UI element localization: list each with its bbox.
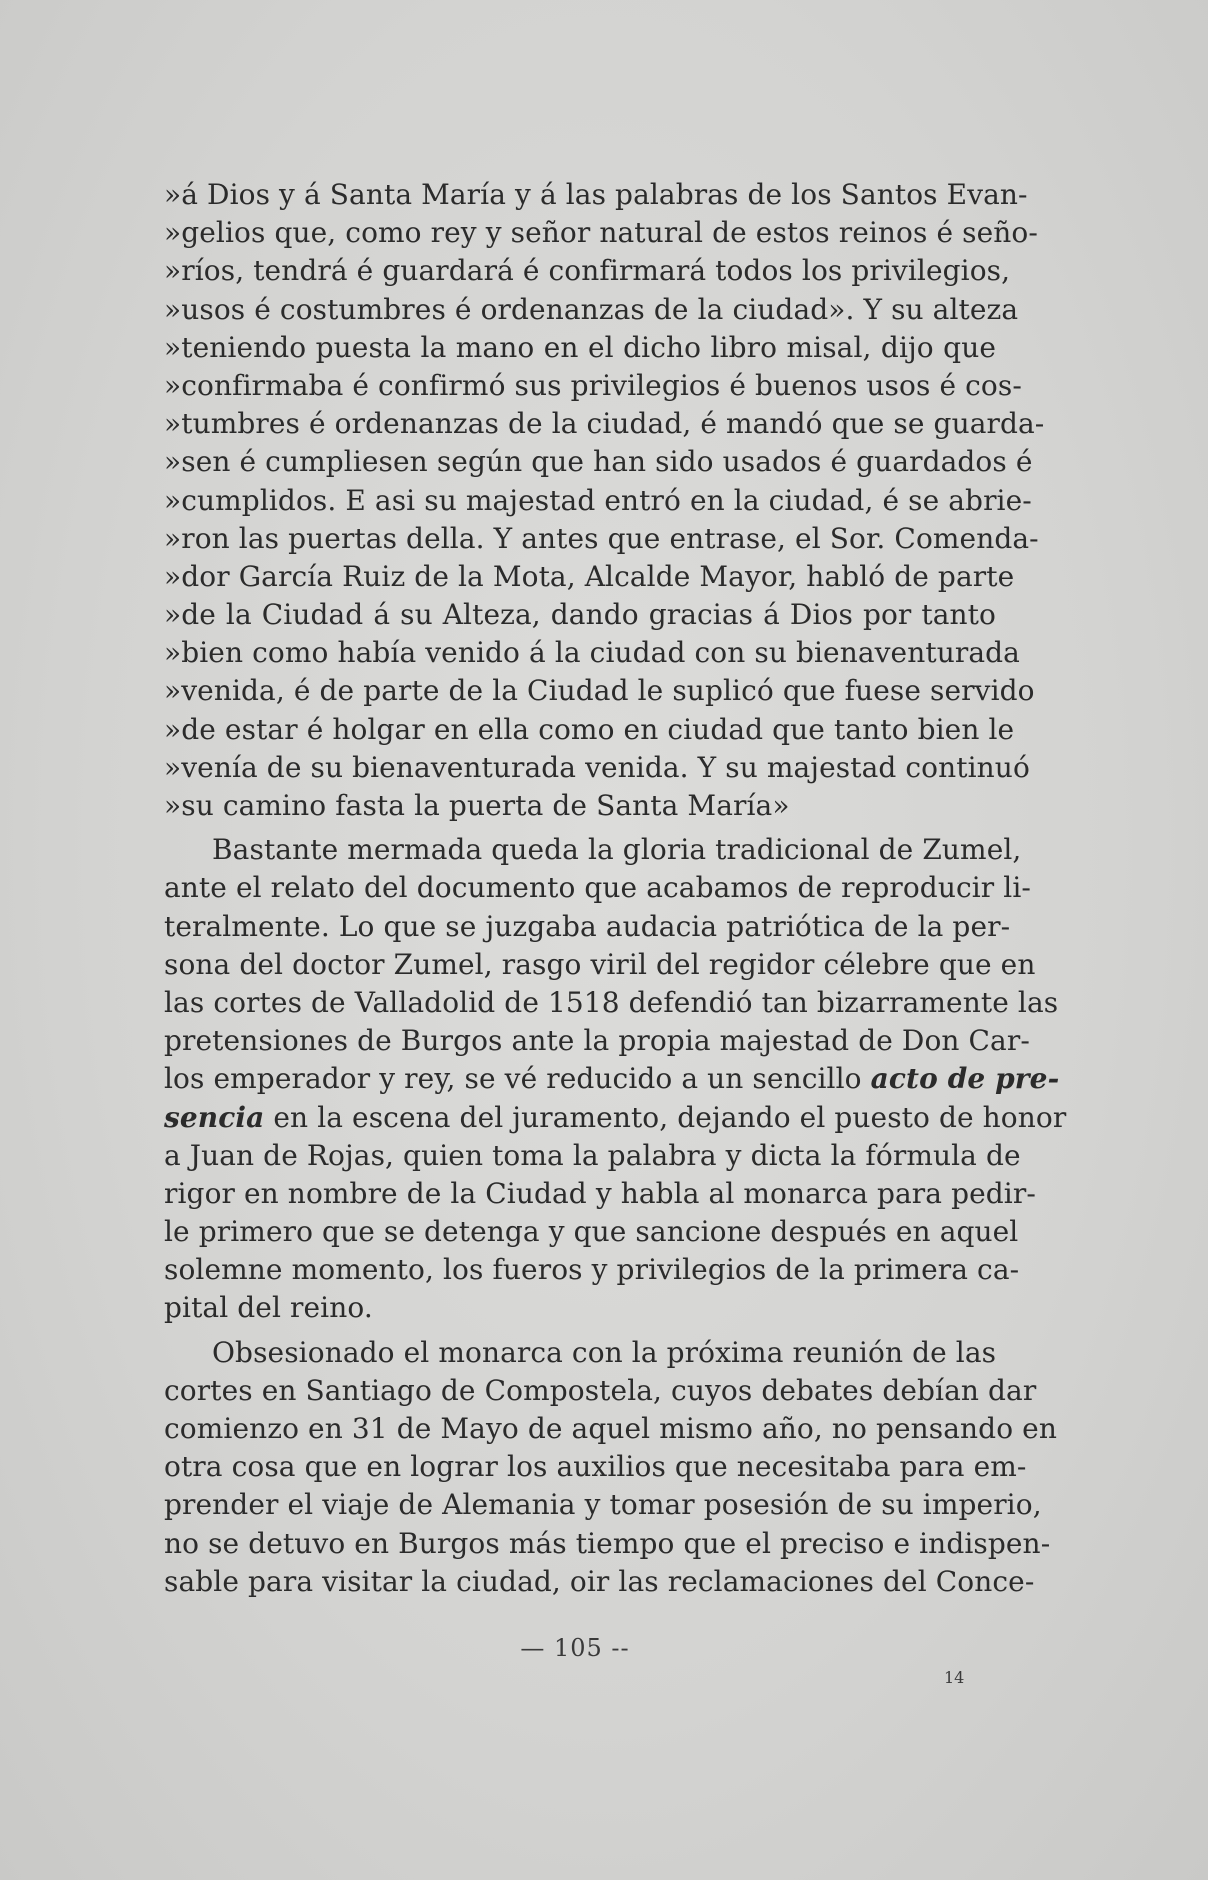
text-line: »bien como había venido á la ciudad con su bienaventurada	[164, 636, 1020, 670]
text-line: Bastante mermada queda la gloria tradicional de Zumel,	[212, 833, 1022, 867]
text-line: »venía de su bienaventurada venida. Y su majestad continuó	[164, 750, 1030, 784]
text-line: comienzo en 31 de Mayo de aquel mismo año, no pensando en	[164, 1412, 1057, 1445]
text-line: sona del doctor Zumel, rasgo viril del regidor célebre que en	[164, 947, 1036, 981]
text-line: sable para visitar la ciudad, oir las reclamaciones del Conce-	[164, 1564, 1035, 1598]
text-line: »á Dios y á Santa María y á las palabras de los Santos Evan-	[164, 178, 1028, 211]
page-number: — 105 --	[520, 1634, 630, 1662]
text-line: no se detuvo en Burgos más tiempo que el preciso e indispen-	[164, 1526, 1051, 1560]
text-line: »cumplidos. E asi su majestad entró en la ciudad, é se abrie-	[164, 483, 1032, 517]
text-line: »usos é costumbres é ordenanzas de la ciudad». Y su alteza	[164, 292, 1019, 326]
text-line: »gelios que, como rey y señor natural de estos reinos é seño-	[164, 216, 1038, 250]
text-line: teralmente. Lo que se juzgaba audacia patriótica de la per-	[164, 909, 1011, 943]
text-line: prender el viaje de Alemania y tomar posesión de su imperio,	[164, 1488, 1042, 1522]
text-fragment: en la escena del juramento, dejando el puesto de honor	[273, 1100, 1067, 1134]
text-line	[164, 1060, 1060, 1098]
italic-phrase: acto de pre-	[870, 1062, 1060, 1096]
quoted-paragraph	[164, 176, 1045, 825]
text-line: rigor en nombre de la Ciudad y habla al monarca para pedir-	[164, 1176, 1036, 1210]
paragraph-zumel	[164, 831, 1067, 1327]
text-line: »confirmaba é confirmó sus privilegios é buenos usos é cos-	[164, 368, 1022, 402]
text-line: ante el relato del documento que acabamos de reproducir li-	[164, 871, 1031, 905]
text-line: »dor García Ruiz de la Mota, Alcalde Mayor, habló de parte	[164, 559, 1015, 593]
body-text	[164, 176, 1067, 1601]
text-line: »venida, é de parte de la Ciudad le suplicó que fuese servido	[164, 674, 1035, 708]
text-line: pital del reino.	[164, 1291, 373, 1325]
text-line: otra cosa que en lograr los auxilios que necesitaba para em-	[164, 1450, 1027, 1484]
text-fragment: los emperador y rey, se vé reducido a un sencillo	[164, 1062, 862, 1096]
text-line: Obsesionado el monarca con la próxima reunión de las	[212, 1335, 997, 1369]
signature-mark: 14	[944, 1668, 965, 1687]
paragraph-obsesionado	[164, 1334, 1057, 1601]
italic-phrase: sencia	[164, 1100, 265, 1134]
text-line: »tumbres é ordenanzas de la ciudad, é mandó que se guarda-	[164, 407, 1045, 441]
text-line: cortes en Santiago de Compostela, cuyos debates debían dar	[164, 1373, 1037, 1407]
text-line: a Juan de Rojas, quien toma la palabra y dicta la fórmula de	[164, 1138, 1021, 1172]
text-line	[164, 1099, 1067, 1137]
text-line: las cortes de Valladolid de 1518 defendió tan bizarramente las	[164, 985, 1059, 1019]
text-line: »su camino fasta la puerta de Santa María»	[164, 789, 790, 822]
text-line: »ron las puertas della. Y antes que entrase, el Sor. Comenda-	[164, 521, 1039, 555]
text-line: »teniendo puesta la mano en el dicho libro misal, dijo que	[164, 330, 996, 364]
text-line: le primero que se detenga y que sancione después en aquel	[164, 1215, 1019, 1249]
text-line: solemne momento, los fueros y privilegios de la primera ca-	[164, 1253, 1020, 1287]
text-line: pretensiones de Burgos ante la propia majestad de Don Car-	[164, 1024, 1030, 1058]
text-line: »de la Ciudad á su Alteza, dando gracias á Dios por tanto	[164, 598, 996, 632]
text-line: »ríos, tendrá é guardará é confirmará todos los privilegios,	[164, 254, 1011, 288]
text-line: »de estar é holgar en ella como en ciudad que tanto bien le	[164, 712, 1015, 746]
text-line: »sen é cumpliesen según que han sido usados é guardados é	[164, 445, 1033, 479]
